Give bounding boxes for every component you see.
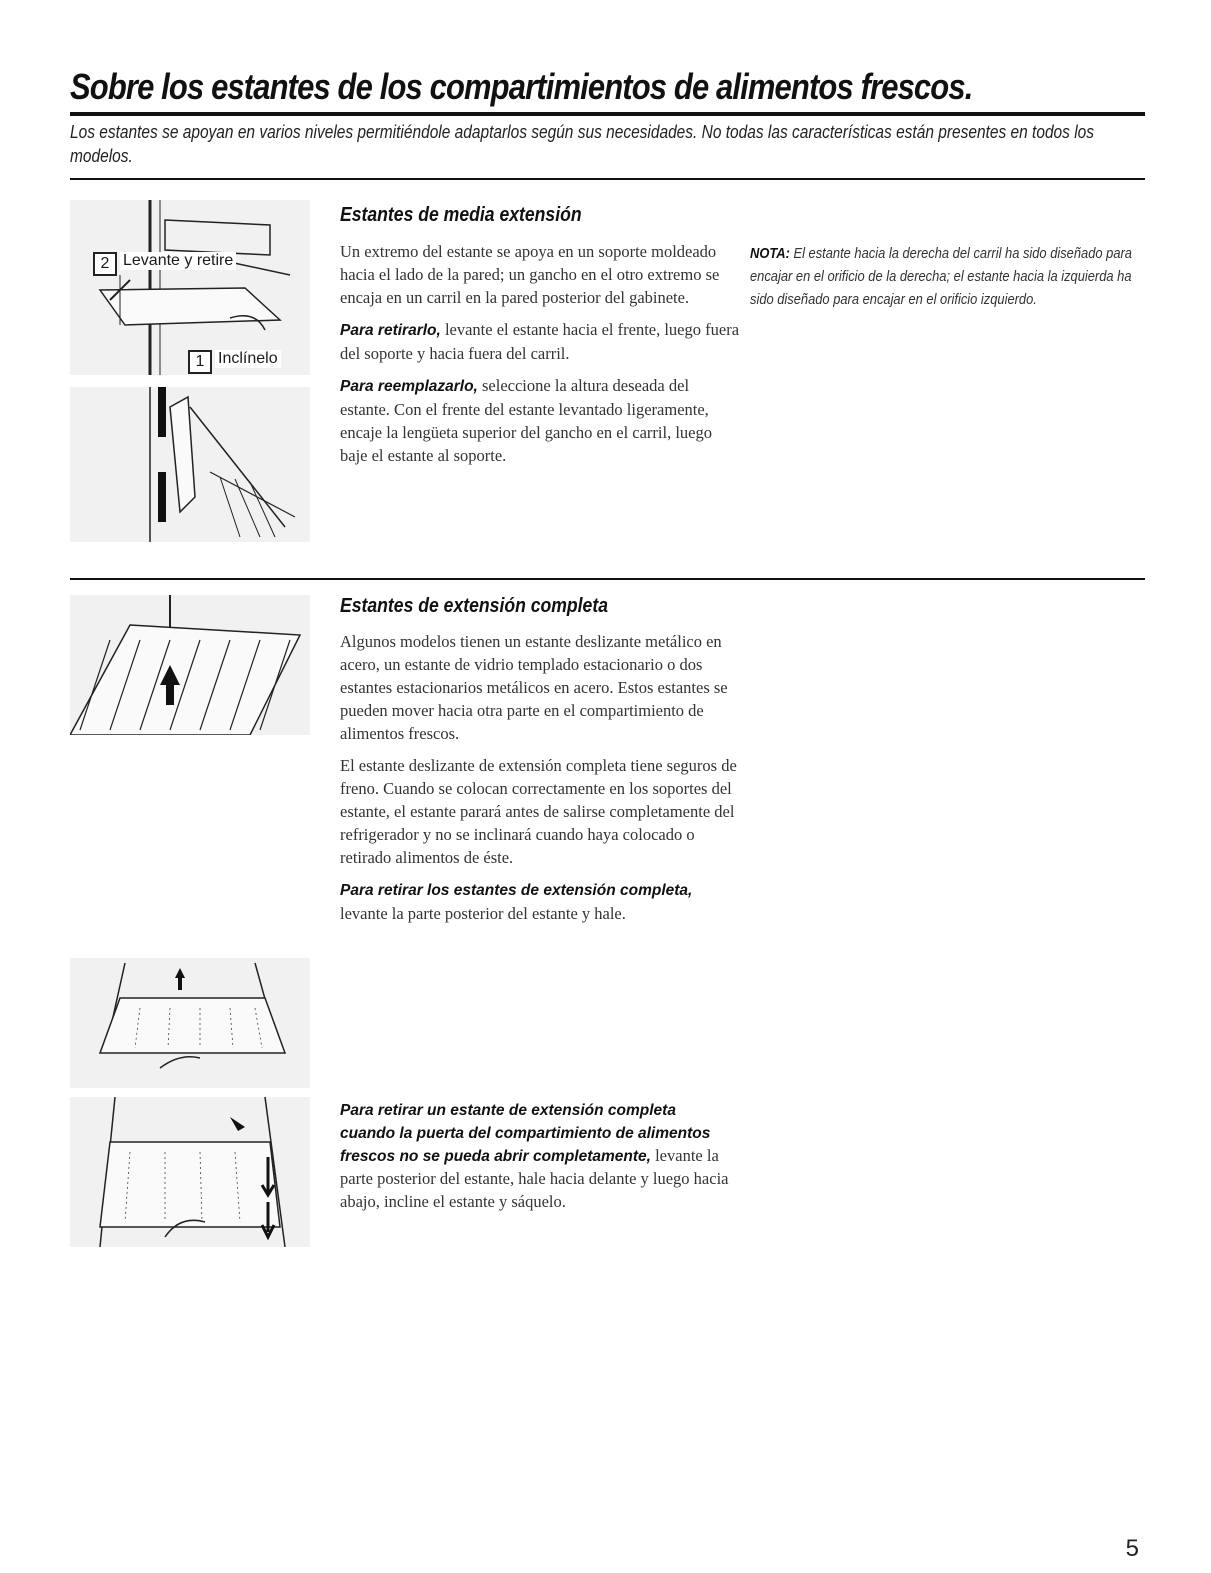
section-1-paragraph-1: Un extremo del estante se apoya en un soporte moldeado hacia el lado de la pared; un gancho en el otro extremo se encaja en un carril en la pared posterior del gabinete.: [340, 242, 720, 307]
section-1-paragraph-2: [340, 318, 740, 365]
intro-text: Los estantes se apoyan en varios niveles permitiéndole adaptarlos según sus necesidades. No todas las características están presentes en todos los modelos.: [70, 122, 1095, 166]
figure-hook-into-rail: [70, 387, 310, 542]
section-2-paragraph-2: El estante deslizante de extensión completa tiene seguros de freno. Cuando se colocan correctamente en los soportes del estante, el estante parará antes de salirse completamente del refrigerador y no se inclinará cuando haya colocado o retirado alimentos de éste.: [340, 756, 737, 867]
section-1-paragraph-3: [340, 374, 740, 467]
section-1-paragraph-3-text: seleccione la altura deseada del estante. Con el frente del estante levantado ligeramente, encaje la lengüeta superior del gancho en el carril, luego baje el estante al soporte.: [340, 376, 712, 465]
lead-retirar-un-estante: Para retirar un estante de extensión completa cuando la puerta del compartimiento de alimentos frescos no se pueda abrir completamente,: [340, 1102, 711, 1165]
section-1-paragraph-2-text: levante el estante hacia el frente, luego fuera del soporte y hacia fuera del carril.: [340, 320, 740, 363]
section-2-paragraph-4: [340, 1098, 730, 1213]
figure-lift-and-pull: [70, 958, 310, 1088]
figure-full-extension-shelf: [70, 595, 310, 735]
figure-tilt-and-lift: [70, 200, 310, 375]
lead-retirar-estantes: Para retirar los estantes de extensión completa,: [340, 882, 693, 899]
section-1-heading: Estantes de media extensión: [340, 204, 582, 226]
section-2-body: [340, 630, 740, 934]
page-title: Sobre los estantes de los compartimientos de alimentos frescos.: [70, 66, 973, 107]
section-2-paragraph-1: Algunos modelos tienen un estante deslizante metálico en acero, un estante de vidrio templado estacionario o dos estantes estacionarios metálicos en acero. Estos estantes se pueden mover hacia otra parte en el compartimiento de alimentos frescos.: [340, 632, 728, 743]
section-2-paragraph-4-text: levante la parte posterior del estante, hale hacia delante y luego hacia abajo, incline el estante y sáquelo.: [340, 1146, 729, 1211]
section-2-extra: [340, 1098, 730, 1222]
section-divider: [70, 178, 1145, 180]
figure-tilt-out: [70, 1097, 310, 1247]
section-2-paragraph-3-text: levante la parte posterior del estante y hale.: [340, 904, 626, 923]
lead-para-reemplazarlo: Para reemplazarlo,: [340, 378, 478, 395]
section-divider-2: [70, 578, 1145, 580]
title-rule: [70, 112, 1145, 116]
page-number: 5: [1125, 1535, 1139, 1562]
section-1-body: [340, 240, 740, 476]
lead-para-retirarlo: Para retirarlo,: [340, 322, 441, 339]
step-2-label: Levante y retire: [120, 252, 236, 270]
note-text: [750, 242, 1137, 311]
step-2-badge: 2: [93, 252, 117, 276]
step-1-badge: 1: [188, 350, 212, 374]
section-2-paragraph-3: [340, 878, 740, 925]
section-2-heading: Estantes de extensión completa: [340, 595, 609, 617]
note-label: NOTA:: [750, 245, 790, 262]
note-body: El estante hacia la derecha del carril ha sido diseñado para encajar en el orificio de la derecha; el estante hacia la izquierda ha sido diseñado para encajar en el orificio izquierdo.: [750, 245, 1132, 308]
step-1-label: Inclínelo: [215, 350, 281, 368]
